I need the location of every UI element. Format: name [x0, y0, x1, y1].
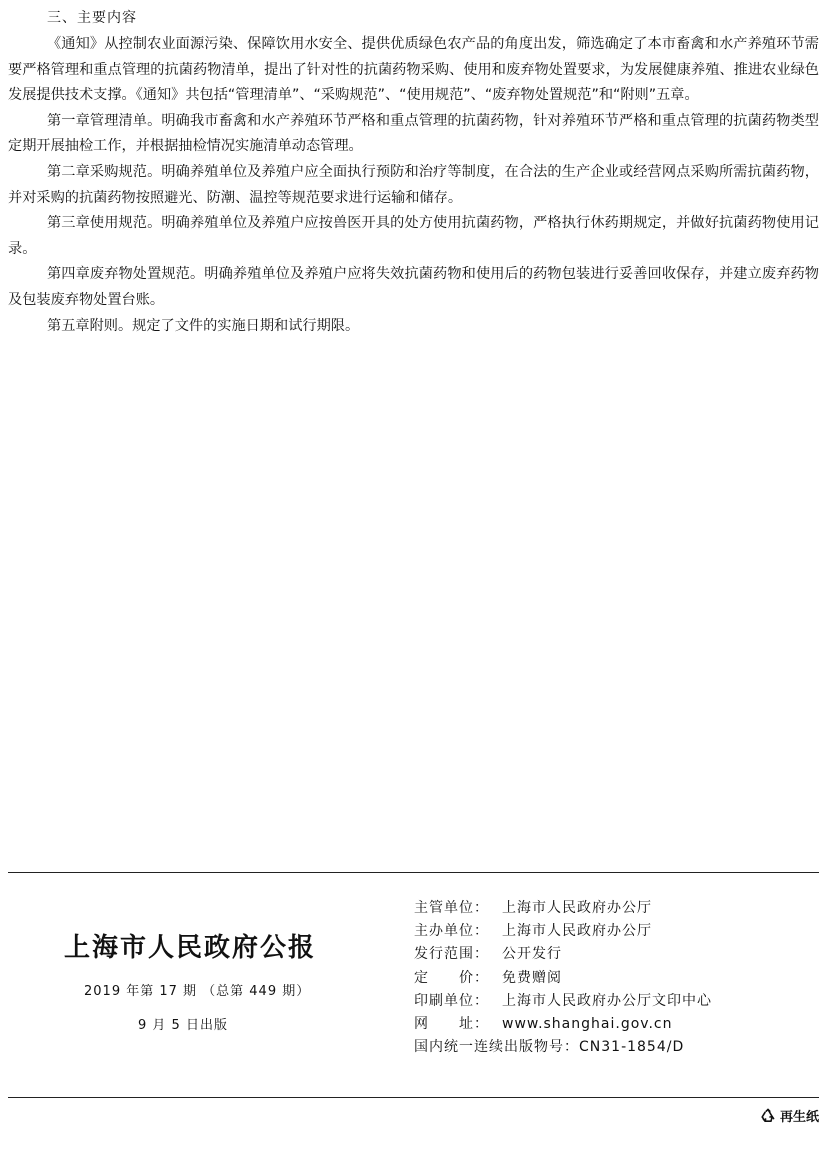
- info-value: CN31-1854/D: [579, 1039, 685, 1056]
- info-label: 主管单位：: [414, 900, 489, 916]
- info-value: 上海市人民政府办公厅文印中心: [502, 992, 712, 1009]
- info-label: 发行范围：: [414, 946, 489, 963]
- info-label: 网 址：: [414, 1015, 489, 1032]
- info-value: 免费赠阅: [502, 969, 562, 986]
- info-value: 上海市人民政府办公厅: [502, 900, 652, 916]
- info-row-supervisor: [414, 897, 712, 920]
- info-value: 上海市人民政府办公厅: [502, 923, 652, 940]
- info-row-distribution: [414, 943, 712, 966]
- paragraph-chapter-1: 第一章管理清单。明确我市畜禽和水产养殖环节严格和重点管理的抗菌药物，针对养殖环节严格和重点管理的抗菌药物类型定期开展抽检工作，并根据抽检情况实施清单动态管理。: [8, 112, 819, 155]
- recycled-paper-label: 再生纸: [779, 1110, 819, 1125]
- paragraph-chapter-3: 第三章使用规范。明确养殖单位及养殖户应按兽医开具的处方使用抗菌药物，严格执行休药期规定，并做好抗菌药物使用记录。: [8, 215, 819, 257]
- website-link[interactable]: www.shanghai.gov.cn: [502, 1015, 673, 1032]
- publication-title: 上海市人民政府公报: [64, 933, 317, 963]
- info-label: 主办单位：: [414, 923, 489, 940]
- info-row-serial-number: [414, 1036, 712, 1059]
- section-heading: 三、主要内容: [47, 10, 137, 26]
- info-label: 定 价：: [414, 969, 489, 986]
- recycle-icon: [760, 1108, 776, 1124]
- info-label: 印刷单位：: [414, 992, 489, 1009]
- bottom-divider: [8, 1097, 819, 1098]
- info-value: 公开发行: [502, 946, 562, 963]
- top-divider: [8, 872, 819, 873]
- paragraph-intro: 《通知》从控制农业面源污染、保障饮用水安全、提供优质绿色农产品的角度出发，筛选确定了本市畜禽和水产养殖环节需要严格管理和重点管理的抗菌药物清单，提出了针对性的抗菌药物采购、使用和废弃物处置要求，为发展健康养殖、推进农业绿色发展提供技术支撑。《通知》共包括“管理清单”、“采购规范”、“使用规范”、“废弃物处置规范”和“附则”五章。: [8, 36, 819, 104]
- info-row-price: [414, 967, 712, 990]
- paragraph-chapter-2: 第二章采购规范。明确养殖单位及养殖户应全面执行预防和治疗等制度，在合法的生产企业或经营网点采购所需抗菌药物，并对采购的抗菌药物按照避光、防潮、温控等规范要求进行运输和储存。: [8, 163, 819, 206]
- issue-number: 2019 年第 17 期 （总第 449 期）: [84, 984, 311, 999]
- paragraph-chapter-5: 第五章附则。规定了文件的实施日期和试行期限。: [47, 317, 360, 334]
- info-row-sponsor: [414, 920, 712, 943]
- info-label: 国内统一连续出版物号：: [414, 1039, 579, 1056]
- recycled-paper-mark: [760, 1106, 819, 1125]
- paragraph-chapter-4: 第四章废弃物处置规范。明确养殖单位及养殖户应将失效抗菌药物和使用后的药物包装进行妥善回收保存，并建立废弃药物及包装废弃物处置台账。: [8, 266, 819, 308]
- publication-date: 9 月 5 日出版: [138, 1018, 228, 1033]
- publication-info: [414, 897, 712, 1059]
- info-row-website: [414, 1013, 712, 1036]
- section-body: [8, 32, 819, 339]
- info-row-printer: [414, 990, 712, 1013]
